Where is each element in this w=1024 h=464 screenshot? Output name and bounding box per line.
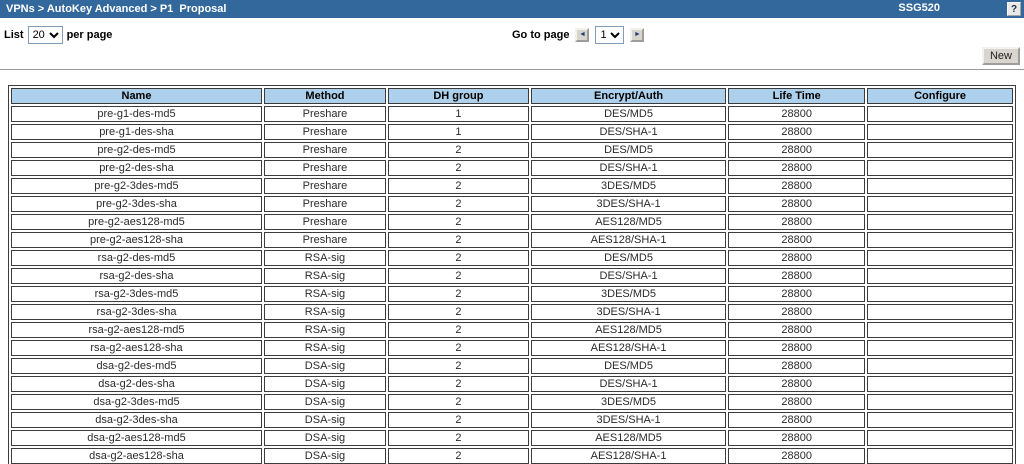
cell-name: pre-g2-3des-md5 [11,178,262,194]
table-row [11,142,1013,158]
cell-method: Preshare [264,232,386,248]
cell-name: dsa-g2-des-sha [11,376,262,392]
controls-row [0,26,1024,46]
cell-method: RSA-sig [264,340,386,356]
cell-configure [867,358,1013,374]
cell-name: pre-g2-3des-sha [11,196,262,212]
cell-name: rsa-g2-3des-sha [11,304,262,320]
cell-name: pre-g2-aes128-sha [11,232,262,248]
table-header-row [11,88,1013,104]
cell-life-time: 28800 [728,358,865,374]
page-select[interactable] [595,26,624,44]
cell-encrypt-auth: DES/SHA-1 [531,268,726,284]
cell-dh-group: 2 [388,394,529,410]
cell-encrypt-auth: AES128/MD5 [531,214,726,230]
cell-configure [867,250,1013,266]
cell-name: rsa-g2-aes128-md5 [11,322,262,338]
cell-name: pre-g2-aes128-md5 [11,214,262,230]
cell-encrypt-auth: AES128/SHA-1 [531,448,726,464]
cell-encrypt-auth: 3DES/SHA-1 [531,304,726,320]
cell-method: Preshare [264,142,386,158]
table-row [11,178,1013,194]
cell-configure [867,178,1013,194]
cell-method: DSA-sig [264,376,386,392]
cell-configure [867,124,1013,140]
cell-encrypt-auth: DES/MD5 [531,358,726,374]
cell-dh-group: 1 [388,106,529,122]
cell-encrypt-auth: 3DES/SHA-1 [531,196,726,212]
table-row [11,376,1013,392]
cell-name: dsa-g2-aes128-md5 [11,430,262,446]
cell-dh-group: 2 [388,412,529,428]
column-header-name: Name [11,88,262,104]
cell-configure [867,322,1013,338]
cell-method: DSA-sig [264,394,386,410]
next-page-icon[interactable]: ► [630,28,644,42]
cell-method: RSA-sig [264,268,386,284]
previous-page-icon[interactable]: ◄ [575,28,589,42]
cell-life-time: 28800 [728,232,865,248]
cell-life-time: 28800 [728,250,865,266]
cell-life-time: 28800 [728,196,865,212]
table-body [11,106,1013,464]
go-to-page-group [512,26,644,44]
cell-encrypt-auth: 3DES/MD5 [531,178,726,194]
cell-dh-group: 2 [388,232,529,248]
table-row [11,196,1013,212]
cell-configure [867,430,1013,446]
cell-configure [867,394,1013,410]
cell-configure [867,160,1013,176]
cell-encrypt-auth: DES/SHA-1 [531,376,726,392]
cell-encrypt-auth: AES128/MD5 [531,430,726,446]
cell-method: DSA-sig [264,412,386,428]
cell-dh-group: 2 [388,322,529,338]
proposal-table-container [8,85,1016,464]
cell-dh-group: 1 [388,124,529,140]
cell-method: Preshare [264,178,386,194]
separator-line [0,69,1024,70]
column-header-dh-group: DH group [388,88,529,104]
table-row [11,124,1013,140]
cell-dh-group: 2 [388,286,529,302]
cell-life-time: 28800 [728,124,865,140]
cell-dh-group: 2 [388,448,529,464]
column-header-encrypt-auth: Encrypt/Auth [531,88,726,104]
cell-dh-group: 2 [388,196,529,212]
cell-method: Preshare [264,160,386,176]
cell-configure [867,106,1013,122]
cell-life-time: 28800 [728,394,865,410]
cell-life-time: 28800 [728,412,865,428]
cell-configure [867,196,1013,212]
cell-method: RSA-sig [264,286,386,302]
cell-life-time: 28800 [728,142,865,158]
cell-dh-group: 2 [388,430,529,446]
cell-name: pre-g2-des-md5 [11,142,262,158]
cell-dh-group: 2 [388,304,529,320]
cell-encrypt-auth: DES/MD5 [531,106,726,122]
list-label: List [4,29,24,41]
cell-life-time: 28800 [728,448,865,464]
cell-method: DSA-sig [264,430,386,446]
cell-encrypt-auth: DES/MD5 [531,142,726,158]
cell-life-time: 28800 [728,160,865,176]
cell-life-time: 28800 [728,214,865,230]
cell-name: dsa-g2-3des-md5 [11,394,262,410]
cell-life-time: 28800 [728,340,865,356]
cell-configure [867,412,1013,428]
cell-life-time: 28800 [728,322,865,338]
cell-method: Preshare [264,106,386,122]
table-row [11,412,1013,428]
cell-encrypt-auth: AES128/MD5 [531,322,726,338]
cell-encrypt-auth: 3DES/MD5 [531,286,726,302]
cell-encrypt-auth: DES/MD5 [531,250,726,266]
cell-method: RSA-sig [264,250,386,266]
cell-life-time: 28800 [728,178,865,194]
column-header-life-time: Life Time [728,88,865,104]
cell-life-time: 28800 [728,268,865,284]
cell-configure [867,142,1013,158]
cell-name: pre-g1-des-md5 [11,106,262,122]
cell-configure [867,376,1013,392]
cell-name: dsa-g2-aes128-sha [11,448,262,464]
cell-name: rsa-g2-3des-md5 [11,286,262,302]
per-page-select[interactable] [28,26,63,44]
cell-dh-group: 2 [388,250,529,266]
cell-name: dsa-g2-3des-sha [11,412,262,428]
cell-encrypt-auth: 3DES/MD5 [531,394,726,410]
cell-encrypt-auth: DES/SHA-1 [531,160,726,176]
cell-method: Preshare [264,196,386,212]
table-row [11,340,1013,356]
cell-method: RSA-sig [264,304,386,320]
cell-life-time: 28800 [728,304,865,320]
cell-configure [867,268,1013,284]
toolbar [0,47,1024,66]
table-row [11,214,1013,230]
table-row [11,358,1013,374]
help-icon[interactable]: ? [1007,2,1021,16]
cell-configure [867,340,1013,356]
cell-dh-group: 2 [388,178,529,194]
table-row [11,106,1013,122]
cell-name: pre-g1-des-sha [11,124,262,140]
go-to-page-label: Go to page [512,29,570,41]
table-row [11,160,1013,176]
list-per-page-group [4,26,112,44]
new-button[interactable]: New [982,47,1020,65]
cell-configure [867,232,1013,248]
table-row [11,430,1013,446]
cell-configure [867,214,1013,230]
proposal-table [8,85,1016,464]
cell-life-time: 28800 [728,376,865,392]
cell-encrypt-auth: AES128/SHA-1 [531,232,726,248]
cell-dh-group: 2 [388,340,529,356]
table-row [11,304,1013,320]
cell-dh-group: 2 [388,160,529,176]
cell-encrypt-auth: AES128/SHA-1 [531,340,726,356]
cell-configure [867,304,1013,320]
cell-method: RSA-sig [264,322,386,338]
table-row [11,322,1013,338]
cell-dh-group: 2 [388,142,529,158]
device-name: SSG520 [898,2,940,14]
cell-name: rsa-g2-des-sha [11,268,262,284]
title-bar [0,0,1024,18]
table-row [11,448,1013,464]
table-row [11,286,1013,302]
cell-name: dsa-g2-des-md5 [11,358,262,374]
table-row [11,232,1013,248]
per-page-label: per page [66,29,113,41]
cell-configure [867,286,1013,302]
cell-name: rsa-g2-des-md5 [11,250,262,266]
table-row [11,394,1013,410]
cell-method: Preshare [264,124,386,140]
cell-method: Preshare [264,214,386,230]
column-header-configure: Configure [867,88,1013,104]
cell-encrypt-auth: DES/SHA-1 [531,124,726,140]
cell-configure [867,448,1013,464]
cell-dh-group: 2 [388,358,529,374]
cell-dh-group: 2 [388,268,529,284]
breadcrumb: VPNs > AutoKey Advanced > P1 Proposal [6,3,227,15]
cell-encrypt-auth: 3DES/SHA-1 [531,412,726,428]
cell-life-time: 28800 [728,286,865,302]
column-header-method: Method [264,88,386,104]
cell-life-time: 28800 [728,106,865,122]
cell-dh-group: 2 [388,214,529,230]
cell-name: rsa-g2-aes128-sha [11,340,262,356]
cell-method: DSA-sig [264,448,386,464]
cell-name: pre-g2-des-sha [11,160,262,176]
cell-life-time: 28800 [728,430,865,446]
table-row [11,268,1013,284]
cell-dh-group: 2 [388,376,529,392]
table-row [11,250,1013,266]
cell-method: DSA-sig [264,358,386,374]
